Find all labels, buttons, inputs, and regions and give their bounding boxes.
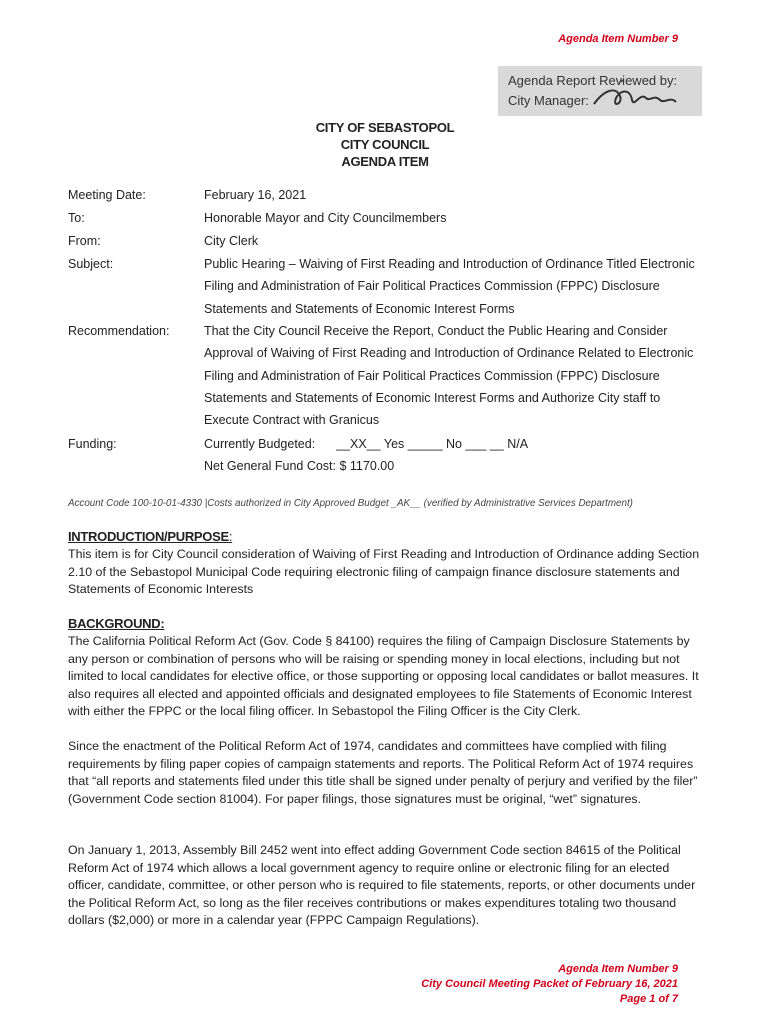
funding-value	[204, 433, 704, 478]
title-city: CITY OF SEBASTOPOL	[315, 120, 455, 135]
from-label: From:	[68, 234, 101, 248]
signature-icon	[590, 78, 690, 114]
net-general-fund-cost: Net General Fund Cost: $ 1170.00	[204, 459, 395, 474]
intro-paragraph: This item is for City Council consideration of Waiving of First Reading and Introduction of Ordinance adding Section 2.10 of the Sebastopol Municipal Code requiring electronic filing of campaign finance disclosure statements and Statements of Economic Interests	[68, 547, 700, 597]
footer-page-number: Page 1 of 7	[619, 993, 678, 1005]
recommendation-value: That the City Council Receive the Report, Conduct the Public Hearing and Consider Approval of Waiving of First Reading and Introduction of Ordinance Related to Electronic Filing and Administration of Fair Political Practices Commission (FPPC) Disclosure Statements and Statements of Economic Interest Forms and Authorize City staff to Execute Contract with Granicus	[204, 324, 694, 428]
agenda-item-number: Agenda Item Number 9	[558, 33, 678, 45]
to-value: Honorable Mayor and City Councilmembers	[204, 211, 447, 225]
recommendation-label: Recommendation:	[68, 324, 170, 338]
title-council: CITY COUNCIL	[340, 137, 430, 152]
background-paragraph-2: Since the enactment of the Political Reform Act of 1974, candidates and committees have complied with filing requirements by filing paper copies of campaign statements and reports. The Political Reform Act of 1974 requires that “all reports and statements filed under this title shall be signed under penalty of perjury and verified by the filer” (Government Code section 81004). For paper filings, those signatures must be original, “wet” signatures.	[68, 739, 698, 806]
from-value: City Clerk	[204, 234, 259, 248]
background-heading: BACKGROUND:	[68, 616, 165, 631]
subject-label: Subject:	[68, 257, 114, 271]
title-agenda-item: AGENDA ITEM	[341, 154, 429, 169]
document-title	[0, 119, 770, 170]
account-code-line	[68, 498, 633, 509]
account-initials: _AK__	[391, 498, 421, 509]
funding-yes: Yes	[383, 437, 405, 451]
stamp-city-manager-label: City Manager:	[508, 93, 589, 108]
funding-na-blank: ___ __	[465, 437, 504, 451]
account-code-prefix: Account Code 100-10-01-4330 |Costs authorized in City Approved Budget	[68, 498, 389, 509]
funding-label: Funding:	[68, 437, 117, 451]
footer-agenda-item: Agenda Item Number 9	[558, 963, 678, 975]
meeting-date-label: Meeting Date:	[68, 188, 146, 202]
account-code-suffix: (verified by Administrative Services Department)	[423, 498, 633, 509]
to-label: To:	[68, 211, 85, 225]
page-footer	[421, 962, 678, 1007]
intro-heading: INTRODUCTION/PURPOSE:	[68, 529, 233, 544]
funding-no-blank: _____	[407, 437, 443, 451]
funding-na: N/A	[507, 437, 529, 451]
stamp-reviewed-label: Agenda Report Reviewed by:	[508, 73, 678, 88]
funding-no: No	[446, 437, 463, 451]
funding-budgeted-label: Currently Budgeted:	[204, 437, 316, 451]
background-paragraph-3: On January 1, 2013, Assembly Bill 2452 went into effect adding Government Code section 84615 of the Political Reform Act of 1974 which allows a local government agency to require online or electronic filing for an elected officer, candidate, committee, or other person who is required to file statements, reports, or other documents under the Political Reform Act, so long as the filer receives contributions or makes expenditures totaling two thousand dollars ($2,000) or more in a calendar year (FPPC Campaign Regulations).	[68, 843, 696, 928]
footer-meeting-packet: City Council Meeting Packet of February 16, 2021	[421, 978, 678, 990]
review-stamp	[498, 66, 702, 116]
background-paragraph-1: The California Political Reform Act (Gov. Code § 84100) requires the filing of Campaign Disclosure Statements by any person or combination of persons who will be raising or spending money in local elections, including but not limited to local candidates for elective office, or those supporting or opposing local candidates or ballot measures. It also requires all elected and appointed officials and designated employees to file Statements of Economic Interest with either the FPPC or the local filing officer. In Sebastopol the Filing Officer is the City Clerk.	[68, 634, 699, 719]
funding-xx-mark: __XX__	[336, 437, 381, 451]
subject-value: Public Hearing – Waiving of First Reading and Introduction of Ordinance Titled Electronic Filing and Administration of Fair Political Practices Commission (FPPC) Disclosure Statements and Statements of Economic Interest Forms	[204, 257, 695, 316]
meeting-date-value: February 16, 2021	[204, 188, 307, 202]
